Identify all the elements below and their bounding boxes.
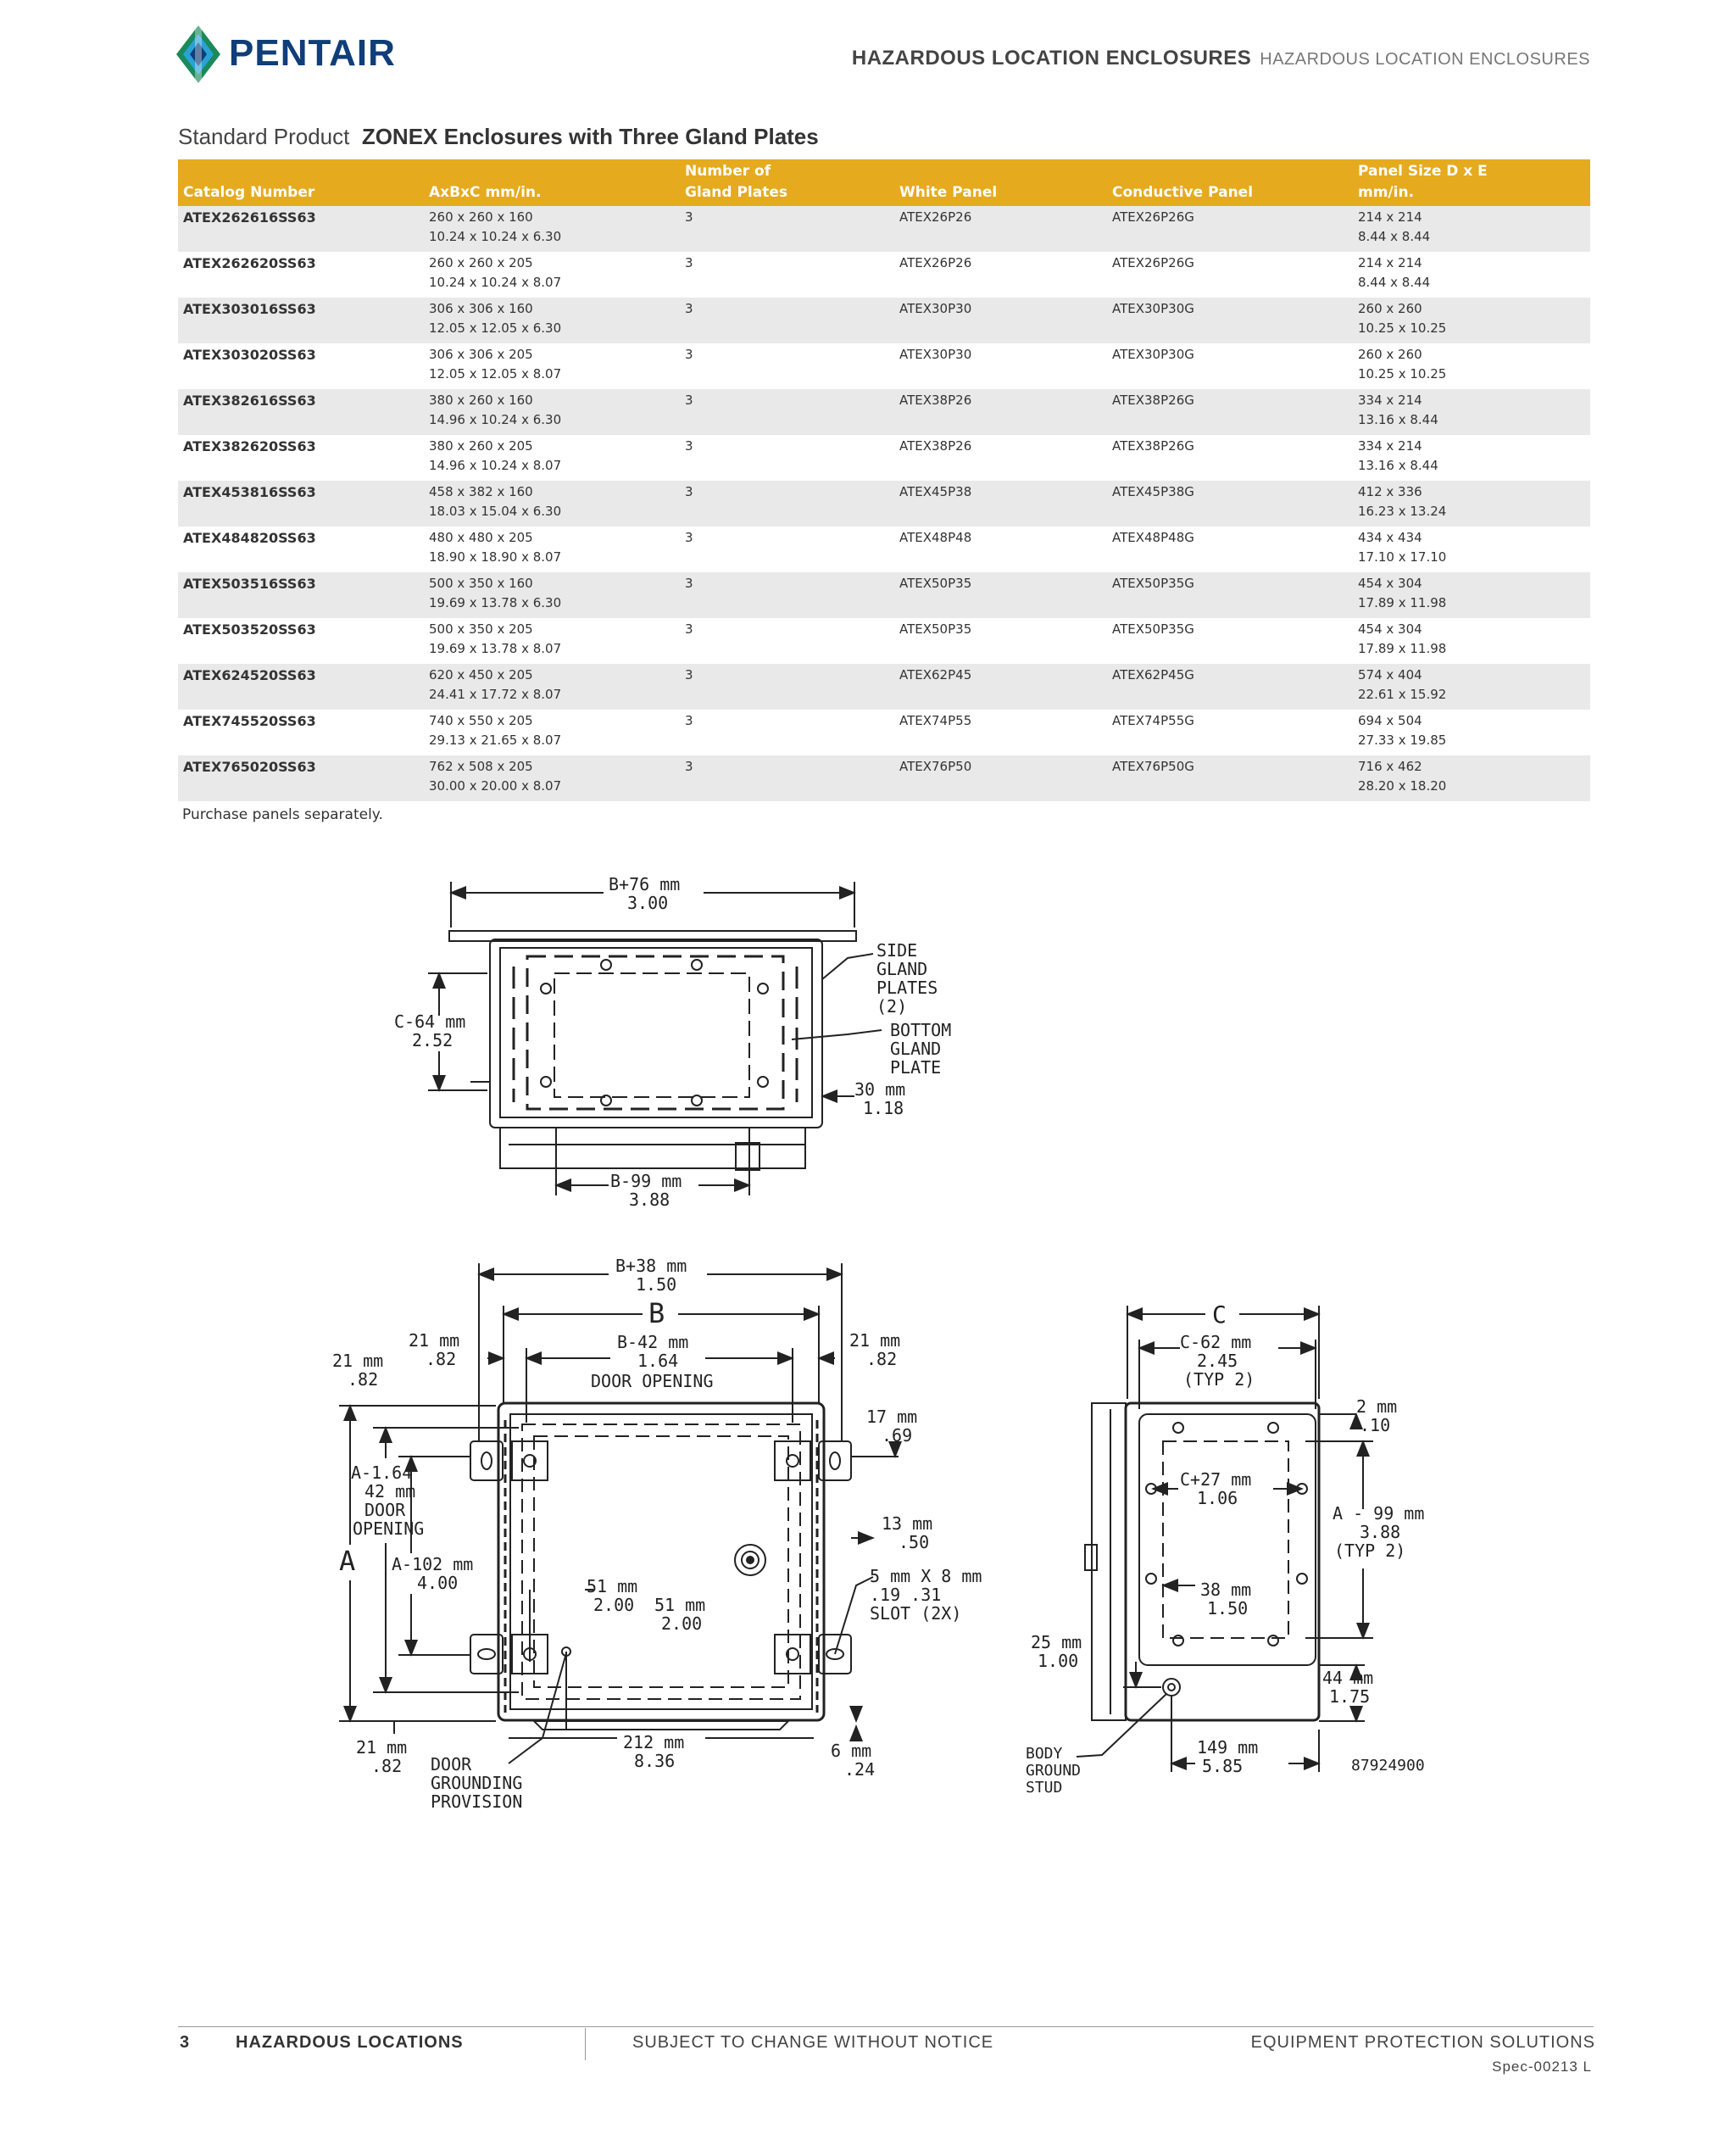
conductive-panel-cell: ATEX38P26G [1112, 438, 1194, 454]
dim-b42-in: 1.64 [637, 1351, 679, 1371]
catalog-number-cell: ATEX624520SS63 [178, 664, 424, 710]
panel-size-line: 260 x 260 [1358, 347, 1422, 362]
label-body-ground-1: BODY [1026, 1745, 1063, 1763]
column-header-text: Gland Plates [685, 184, 787, 201]
dimensions-line: 620 x 450 x 205 [429, 667, 533, 682]
dim-b38-mm: B+38 mm [615, 1256, 687, 1276]
dim-c27-mm: C+27 mm [1180, 1469, 1252, 1490]
drawing-part-number: 87924900 [1351, 1757, 1425, 1774]
table-note: Purchase panels separately. [182, 806, 383, 823]
panel-size-line: 454 x 304 [1358, 576, 1422, 591]
dimensions-line: 762 x 508 x 205 [429, 759, 533, 774]
panel-size-line: 434 x 434 [1358, 530, 1422, 545]
conductive-panel-cell: ATEX30P30G [1112, 347, 1194, 362]
dim-slot-1: 5 mm X 8 mm [870, 1566, 982, 1586]
page-number: 3 [180, 2033, 190, 2052]
dim-51b-mm: 51 mm [654, 1595, 706, 1615]
panel-size-line: 716 x 462 [1358, 759, 1422, 774]
dim-38-mm: 38 mm [1200, 1580, 1252, 1600]
dim-212-mm: 212 mm [623, 1732, 685, 1752]
dim-17-mm: 17 mm [866, 1407, 918, 1427]
dim-44-in: 1.75 [1329, 1686, 1371, 1707]
gland-plates-cell: 3 [685, 621, 693, 637]
catalog-number-cell: ATEX303016SS63 [178, 298, 424, 343]
dim-c: C [1212, 1301, 1227, 1329]
white-panel-cell: ATEX26P26 [894, 206, 1107, 252]
dimensions-line: 12.05 x 12.05 x 6.30 [429, 320, 562, 336]
dim-b76-mm: B+76 mm [609, 874, 681, 894]
panel-size-line: 412 x 336 [1358, 484, 1422, 499]
gland-plates-cell: 3 [685, 713, 693, 728]
label-door-ground-2: GROUNDING [431, 1773, 523, 1793]
dim-a164-1: A-1.64 [351, 1462, 413, 1483]
dim-a164-2: 42 mm [364, 1481, 416, 1502]
dimensions-line: 380 x 260 x 160 [429, 393, 533, 408]
dim-a102-mm: A-102 mm [392, 1554, 474, 1574]
dimensions-line: 29.13 x 21.65 x 8.07 [429, 733, 562, 748]
white-panel-cell: ATEX30P30 [899, 347, 972, 362]
conductive-panel-cell: ATEX76P50G [1107, 755, 1353, 801]
panel-size-line: 260 x 260 [1358, 301, 1422, 316]
panel-size-line: 334 x 214 [1358, 393, 1422, 408]
dimensions-line: 30.00 x 20.00 x 8.07 [429, 778, 562, 794]
label-bottom-gland-3: PLATE [890, 1057, 942, 1078]
dim-6-in: .24 [844, 1759, 876, 1780]
dim-149-mm: 149 mm [1197, 1737, 1259, 1758]
dim-21a-mm: 21 mm [409, 1330, 460, 1351]
dim-13-in: .50 [899, 1532, 930, 1552]
dim-b76-in: 3.00 [627, 893, 669, 913]
dimensions-line: 500 x 350 x 205 [429, 621, 533, 637]
brand-name: PENTAIR [229, 32, 396, 74]
white-panel-cell: ATEX50P35 [894, 572, 1107, 618]
dimensions-line: 500 x 350 x 160 [429, 576, 533, 591]
panel-size-line: 454 x 304 [1358, 621, 1422, 637]
column-header-text: mm/in. [1358, 184, 1415, 201]
catalog-number-cell: ATEX262620SS63 [183, 255, 316, 271]
panel-size-line: 8.44 x 8.44 [1358, 229, 1431, 244]
header-title-bold: HAZARDOUS LOCATION ENCLOSURES [851, 47, 1252, 70]
dimensions-line: 19.69 x 13.78 x 8.07 [429, 641, 562, 656]
catalog-number-cell: ATEX765020SS63 [178, 755, 424, 801]
panel-size-line: 10.25 x 10.25 [1358, 366, 1447, 382]
dim-44-mm: 44 mm [1322, 1668, 1374, 1688]
panel-size-line: 574 x 404 [1358, 667, 1422, 682]
dim-6-mm: 6 mm [831, 1741, 872, 1761]
footer-divider [178, 2026, 1594, 2027]
dim-21c-in: .82 [866, 1349, 898, 1369]
dim-c62-2: 2.45 [1197, 1351, 1238, 1371]
panel-size-line: 17.10 x 17.10 [1358, 549, 1447, 565]
footer-section-name: HAZARDOUS LOCATIONS [236, 2033, 464, 2052]
dimensions-line: 14.96 x 10.24 x 6.30 [429, 412, 562, 427]
column-header-text: AxBxC mm/in. [429, 184, 542, 201]
catalog-number-cell: ATEX745520SS63 [183, 713, 316, 729]
conductive-panel-cell: ATEX26P26G [1107, 206, 1353, 252]
dim-51a-in: 2.00 [593, 1595, 635, 1615]
dimensions-line: 12.05 x 12.05 x 8.07 [429, 366, 562, 382]
dimensions-line: 740 x 550 x 205 [429, 713, 533, 728]
dim-2-mm: 2 mm [1356, 1396, 1398, 1417]
dim-c62-3: (TYP 2) [1183, 1369, 1255, 1390]
dim-a: A [339, 1545, 356, 1577]
gland-plates-cell: 3 [680, 572, 894, 618]
conductive-panel-cell: ATEX45P38G [1107, 481, 1353, 526]
gland-plates-cell: 3 [685, 347, 693, 362]
gland-plates-cell: 3 [680, 664, 894, 710]
panel-size-line: 16.23 x 13.24 [1358, 504, 1447, 519]
white-panel-cell: ATEX76P50 [894, 755, 1107, 801]
dim-212-in: 8.36 [634, 1751, 676, 1771]
dim-13-mm: 13 mm [882, 1513, 933, 1534]
dim-30-in: 1.18 [863, 1098, 904, 1118]
dim-51b-in: 2.00 [661, 1613, 703, 1634]
label-door-ground-1: DOOR [431, 1754, 472, 1774]
white-panel-cell: ATEX50P35 [899, 621, 972, 637]
dim-21d-in: .82 [371, 1756, 403, 1776]
dim-17-in: .69 [882, 1425, 913, 1446]
white-panel-cell: ATEX30P30 [894, 298, 1107, 343]
header-title-light: HAZARDOUS LOCATION ENCLOSURES [1260, 50, 1590, 69]
conductive-panel-cell: ATEX50P35G [1112, 621, 1194, 637]
label-bottom-gland-1: BOTTOM [890, 1020, 952, 1040]
dim-c62-1: C-62 mm [1180, 1332, 1252, 1352]
catalog-number-cell: ATEX503520SS63 [183, 621, 316, 638]
panel-size-line: 17.89 x 11.98 [1358, 595, 1447, 610]
conductive-panel-cell: ATEX38P26G [1107, 389, 1353, 435]
column-header-text: Number of [685, 163, 771, 180]
dim-c64-in: 2.52 [412, 1030, 453, 1050]
label-bottom-gland-2: GLAND [890, 1039, 942, 1059]
panel-size-line: 8.44 x 8.44 [1358, 275, 1431, 290]
dimensions-line: 458 x 382 x 160 [429, 484, 533, 499]
conductive-panel-cell: ATEX62P45G [1107, 664, 1353, 710]
panel-size-line: 13.16 x 8.44 [1358, 412, 1438, 427]
dim-30-mm: 30 mm [854, 1079, 906, 1100]
label-side-gland-4: (2) [876, 996, 908, 1017]
conductive-panel-cell: ATEX26P26G [1112, 255, 1194, 270]
dim-b42-mm: B-42 mm [617, 1332, 689, 1352]
dim-slot-2: .19 .31 [870, 1585, 942, 1605]
catalog-number-cell: ATEX303020SS63 [183, 347, 316, 363]
column-header-text: Panel Size D x E [1358, 163, 1488, 180]
white-panel-cell: ATEX62P45 [894, 664, 1107, 710]
dimensions-line: 306 x 306 x 205 [429, 347, 533, 362]
gland-plates-cell: 3 [680, 755, 894, 801]
dim-slot-3: SLOT (2X) [870, 1603, 962, 1624]
section-prefix: Standard Product [178, 124, 350, 149]
dim-38-in: 1.50 [1207, 1598, 1249, 1618]
white-panel-cell: ATEX38P26 [899, 438, 972, 454]
panel-size-line: 22.61 x 15.92 [1358, 687, 1447, 702]
dimensions-line: 260 x 260 x 205 [429, 255, 533, 270]
label-side-gland-2: GLAND [876, 959, 928, 979]
dimensions-line: 10.24 x 10.24 x 8.07 [429, 275, 562, 290]
panel-size-line: 694 x 504 [1358, 713, 1422, 728]
dimensions-line: 18.03 x 15.04 x 6.30 [429, 504, 562, 519]
footer-disclaimer: SUBJECT TO CHANGE WITHOUT NOTICE [632, 2033, 994, 2052]
white-panel-cell: ATEX38P26 [894, 389, 1107, 435]
dim-21a-in: .82 [426, 1349, 457, 1369]
dimensions-line: 18.90 x 18.90 x 8.07 [429, 549, 562, 565]
front-view-labels [332, 1256, 982, 1812]
dim-a99-3: (TYP 2) [1334, 1540, 1406, 1561]
dim-b99-in: 3.88 [629, 1190, 670, 1210]
dimensions-line: 24.41 x 17.72 x 8.07 [429, 687, 562, 702]
white-panel-cell: ATEX48P48 [899, 530, 972, 545]
dim-c64-mm: C-64 mm [394, 1011, 466, 1032]
panel-size-line: 13.16 x 8.44 [1358, 458, 1438, 473]
column-header-text: Catalog Number [183, 184, 315, 201]
dimensions-line: 480 x 480 x 205 [429, 530, 533, 545]
dimensions-line: 260 x 260 x 160 [429, 209, 533, 225]
catalog-number-cell: ATEX503516SS63 [178, 572, 424, 618]
gland-plates-cell: 3 [680, 481, 894, 526]
dim-a102-in: 4.00 [417, 1573, 459, 1593]
label-body-ground-3: STUD [1026, 1779, 1063, 1797]
dim-2-in: .10 [1360, 1415, 1391, 1435]
dim-a164-4: OPENING [353, 1518, 425, 1539]
dimensions-line: 306 x 306 x 160 [429, 301, 533, 316]
panel-size-line: 28.20 x 18.20 [1358, 778, 1447, 794]
dim-b38-in: 1.50 [636, 1274, 677, 1295]
panel-size-line: 334 x 214 [1358, 438, 1422, 454]
label-door-opening: DOOR OPENING [591, 1371, 714, 1391]
catalog-number-cell: ATEX262616SS63 [178, 206, 424, 252]
dim-21c-mm: 21 mm [849, 1330, 901, 1351]
conductive-panel-cell: ATEX50P35G [1107, 572, 1353, 618]
footer-separator [585, 2028, 586, 2060]
label-side-gland-3: PLATES [876, 978, 938, 998]
dim-a99-1: A - 99 mm [1333, 1503, 1425, 1524]
footer-spec-number: Spec-00213 L [1492, 2059, 1592, 2075]
gland-plates-cell: 3 [685, 438, 693, 454]
gland-plates-cell: 3 [680, 206, 894, 252]
dimensions-line: 380 x 260 x 205 [429, 438, 533, 454]
gland-plates-cell: 3 [680, 389, 894, 435]
catalog-number-cell: ATEX382620SS63 [183, 438, 316, 454]
dim-b99-mm: B-99 mm [610, 1171, 682, 1191]
dimensions-line: 19.69 x 13.78 x 6.30 [429, 595, 562, 610]
dimensions-line: 14.96 x 10.24 x 8.07 [429, 458, 562, 473]
gland-plates-cell: 3 [685, 255, 693, 270]
catalog-number-cell: ATEX453816SS63 [178, 481, 424, 526]
dim-b: B [648, 1297, 665, 1329]
dim-25-in: 1.00 [1038, 1651, 1079, 1671]
section-heading: ZONEX Enclosures with Three Gland Plates [361, 124, 819, 149]
white-panel-cell: ATEX74P55 [899, 713, 972, 728]
panel-size-line: 214 x 214 [1358, 255, 1422, 270]
column-header-text: Conductive Panel [1112, 184, 1254, 201]
dim-c27-in: 1.06 [1197, 1488, 1238, 1508]
white-panel-cell: ATEX26P26 [899, 255, 972, 270]
column-header-text: White Panel [899, 184, 998, 201]
dim-25-mm: 25 mm [1031, 1632, 1082, 1652]
catalog-number-cell: ATEX382616SS63 [178, 389, 424, 435]
top-view-drawing [428, 882, 882, 1195]
label-body-ground-2: GROUND [1026, 1762, 1082, 1780]
dim-149-in: 5.85 [1202, 1756, 1244, 1776]
white-panel-cell: ATEX45P38 [894, 481, 1107, 526]
dim-21d-mm: 21 mm [356, 1737, 408, 1758]
dim-21b-in: .82 [348, 1369, 379, 1390]
catalog-number-cell: ATEX484820SS63 [183, 530, 316, 546]
dim-21b-mm: 21 mm [332, 1351, 384, 1371]
gland-plates-cell: 3 [685, 530, 693, 545]
conductive-panel-cell: ATEX48P48G [1112, 530, 1194, 545]
conductive-panel-cell: ATEX74P55G [1112, 713, 1194, 728]
label-side-gland-1: SIDE [876, 940, 918, 961]
panel-size-line: 17.89 x 11.98 [1358, 641, 1447, 656]
conductive-panel-cell: ATEX30P30G [1107, 298, 1353, 343]
label-door-ground-3: PROVISION [431, 1791, 523, 1812]
dim-51a-mm: 51 mm [587, 1576, 638, 1596]
panel-size-line: 10.25 x 10.25 [1358, 320, 1447, 336]
gland-plates-cell: 3 [680, 298, 894, 343]
footer-division: EQUIPMENT PROTECTION SOLUTIONS [1250, 2033, 1595, 2052]
panel-size-line: 214 x 214 [1358, 209, 1422, 225]
panel-size-line: 27.33 x 19.85 [1358, 733, 1447, 748]
dim-a99-2: 3.88 [1360, 1522, 1401, 1542]
dim-a164-3: DOOR [364, 1500, 406, 1520]
dimensions-line: 10.24 x 10.24 x 6.30 [429, 229, 562, 244]
top-view-labels [394, 874, 951, 1210]
